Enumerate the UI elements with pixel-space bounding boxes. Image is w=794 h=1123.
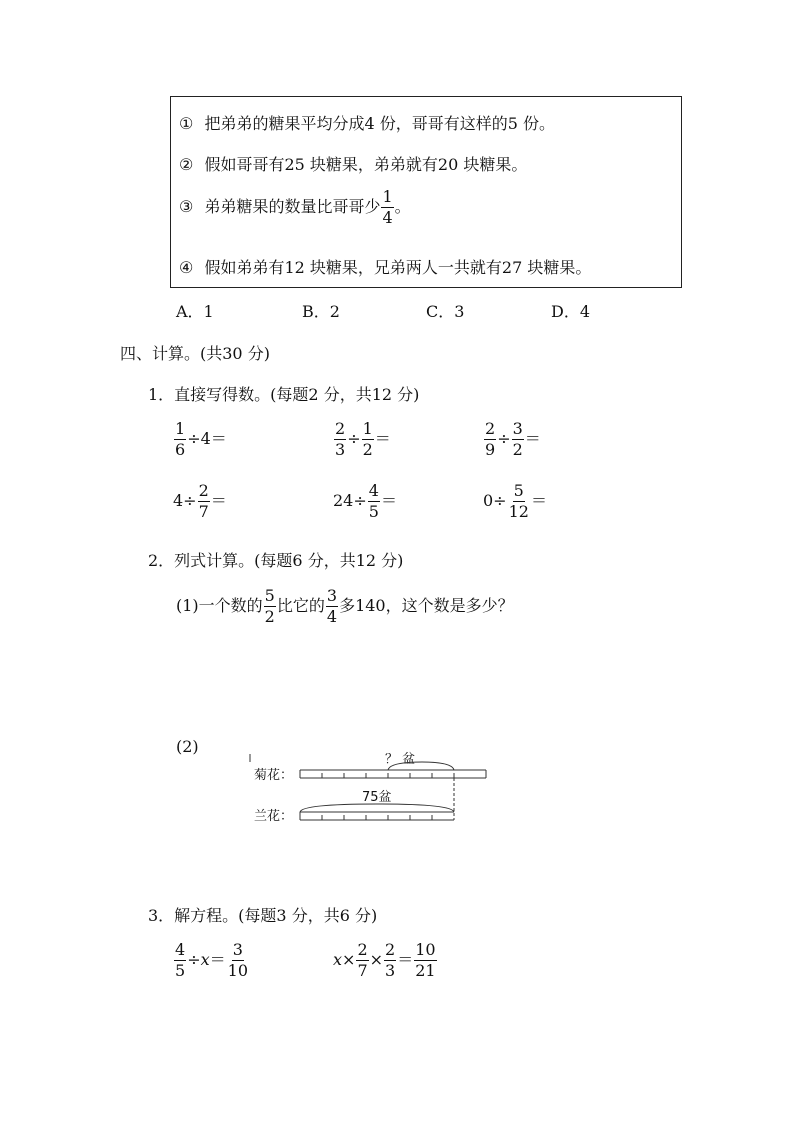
equation-2 bbox=[333, 942, 438, 979]
fraction-denominator: 5 bbox=[368, 502, 379, 521]
expression-text: 4÷ bbox=[173, 491, 197, 510]
statement-marker: ④ bbox=[179, 258, 194, 277]
fraction-numerator: 4 bbox=[175, 940, 186, 959]
fraction-numerator: 3 bbox=[326, 586, 338, 605]
statements-box bbox=[170, 96, 682, 288]
operator: ÷ bbox=[347, 429, 361, 448]
fraction bbox=[174, 421, 186, 458]
expression-text: ÷4＝ bbox=[187, 429, 227, 448]
statement-1 bbox=[179, 111, 555, 134]
orchid-bar bbox=[300, 804, 454, 820]
fraction-numerator: 1 bbox=[382, 187, 393, 206]
expression-3 bbox=[483, 421, 541, 458]
statement-marker: ③ bbox=[179, 197, 194, 216]
expression-5 bbox=[333, 483, 397, 520]
fraction bbox=[264, 588, 276, 625]
fraction-numerator: 2 bbox=[335, 419, 346, 438]
statement-marker: ① bbox=[179, 114, 194, 133]
question-1-heading: 1．直接写得数。(每题2 分，共12 分) bbox=[148, 385, 420, 404]
fraction bbox=[356, 942, 368, 979]
fraction-denominator: 7 bbox=[198, 502, 209, 521]
fraction-numerator: 1 bbox=[175, 419, 186, 438]
question-2-heading: 2．列式计算。(每题6 分，共12 分) bbox=[148, 551, 404, 570]
equals-sign: ＝ bbox=[210, 491, 227, 510]
segment-diagram bbox=[240, 748, 500, 828]
fraction-numerator: 3 bbox=[232, 940, 243, 959]
problem-text: 比它的 bbox=[276, 596, 325, 615]
equals-sign: ＝ bbox=[374, 429, 391, 448]
row2-label: 兰花： bbox=[254, 809, 294, 824]
operator: × bbox=[369, 950, 384, 969]
row1-note: ？ 盆 bbox=[385, 752, 416, 767]
fraction-numerator: 1 bbox=[362, 419, 373, 438]
row1-label: 菊花： bbox=[254, 768, 294, 783]
fraction-denominator: 4 bbox=[326, 607, 338, 626]
fraction bbox=[484, 421, 496, 458]
statement-text: 把弟弟的糖果平均分成4 份，哥哥有这样的5 份。 bbox=[204, 114, 555, 133]
equals-sign: ＝ bbox=[380, 491, 397, 510]
operator: × bbox=[342, 950, 356, 969]
equals-sign: ＝ bbox=[397, 950, 414, 969]
equation-1 bbox=[173, 942, 250, 979]
fraction-denominator: 2 bbox=[264, 607, 275, 626]
variable: x bbox=[200, 950, 210, 969]
fraction bbox=[326, 588, 338, 625]
row2-note: 75盆 bbox=[362, 790, 392, 805]
option-d: D．4 bbox=[551, 302, 591, 321]
statement-4 bbox=[179, 255, 591, 278]
expression-2 bbox=[333, 421, 391, 458]
fraction-denominator: 12 bbox=[508, 502, 529, 521]
statement-text: 弟弟糖果的数量比哥哥少 bbox=[204, 197, 381, 216]
equals-sign: ＝ bbox=[530, 491, 547, 510]
fraction-denominator: 7 bbox=[357, 961, 368, 980]
fraction bbox=[368, 483, 380, 520]
option-b: B．2 bbox=[302, 302, 340, 321]
statement-text: 假如哥哥有25 块糖果，弟弟就有20 块糖果。 bbox=[204, 155, 528, 174]
statement-3 bbox=[179, 189, 411, 226]
expression-4 bbox=[173, 483, 227, 520]
problem-text: (1)一个数的 bbox=[176, 596, 263, 615]
variable: x bbox=[333, 950, 343, 969]
fraction-numerator: 10 bbox=[415, 940, 436, 959]
fraction-denominator: 10 bbox=[227, 961, 248, 980]
operator: ÷ bbox=[187, 950, 201, 969]
statement-2 bbox=[179, 152, 527, 175]
expression-6 bbox=[483, 483, 547, 520]
fraction-numerator: 3 bbox=[512, 419, 523, 438]
fraction-numerator: 5 bbox=[264, 586, 275, 605]
fraction-denominator: 4 bbox=[382, 208, 393, 227]
problem-2-label: (2) bbox=[176, 737, 199, 756]
statement-text-end: 。 bbox=[394, 197, 411, 216]
statement-marker: ② bbox=[179, 155, 194, 174]
fraction-numerator: 2 bbox=[198, 481, 209, 500]
fraction-denominator: 3 bbox=[385, 961, 396, 980]
fraction-numerator: 4 bbox=[368, 481, 379, 500]
expression-text: 0÷ bbox=[483, 491, 507, 510]
expression-text: 24÷ bbox=[333, 491, 367, 510]
fraction bbox=[174, 942, 186, 979]
expression-1 bbox=[173, 421, 227, 458]
fraction bbox=[384, 942, 396, 979]
operator: ÷ bbox=[497, 429, 511, 448]
fraction-denominator: 2 bbox=[512, 440, 523, 459]
fraction bbox=[198, 483, 210, 520]
statement-text: 假如弟弟有12 块糖果，兄弟两人一共就有27 块糖果。 bbox=[204, 258, 592, 277]
fraction-numerator: 5 bbox=[513, 481, 524, 500]
fraction bbox=[508, 483, 530, 520]
fraction bbox=[334, 421, 346, 458]
section-heading: 四、计算。(共30 分) bbox=[120, 344, 270, 363]
fraction-denominator: 9 bbox=[485, 440, 496, 459]
equals-sign: ＝ bbox=[524, 429, 541, 448]
equals-sign: ＝ bbox=[209, 950, 226, 969]
fraction-denominator: 2 bbox=[362, 440, 373, 459]
fraction bbox=[227, 942, 249, 979]
problem-text: 多140，这个数是多少？ bbox=[339, 596, 514, 615]
fraction bbox=[362, 421, 374, 458]
option-a: A．1 bbox=[176, 302, 214, 321]
question-3-heading: 3．解方程。(每题3 分，共6 分) bbox=[148, 906, 378, 925]
fraction bbox=[381, 189, 393, 226]
fraction bbox=[512, 421, 524, 458]
fraction-numerator: 2 bbox=[485, 419, 496, 438]
fraction-denominator: 21 bbox=[415, 961, 436, 980]
fraction-denominator: 6 bbox=[175, 440, 186, 459]
fraction-numerator: 2 bbox=[357, 940, 368, 959]
fraction bbox=[414, 942, 436, 979]
problem-1 bbox=[176, 588, 514, 625]
option-c: C．3 bbox=[426, 302, 465, 321]
fraction-denominator: 3 bbox=[335, 440, 346, 459]
fraction-numerator: 2 bbox=[385, 940, 396, 959]
fraction-denominator: 5 bbox=[175, 961, 186, 980]
